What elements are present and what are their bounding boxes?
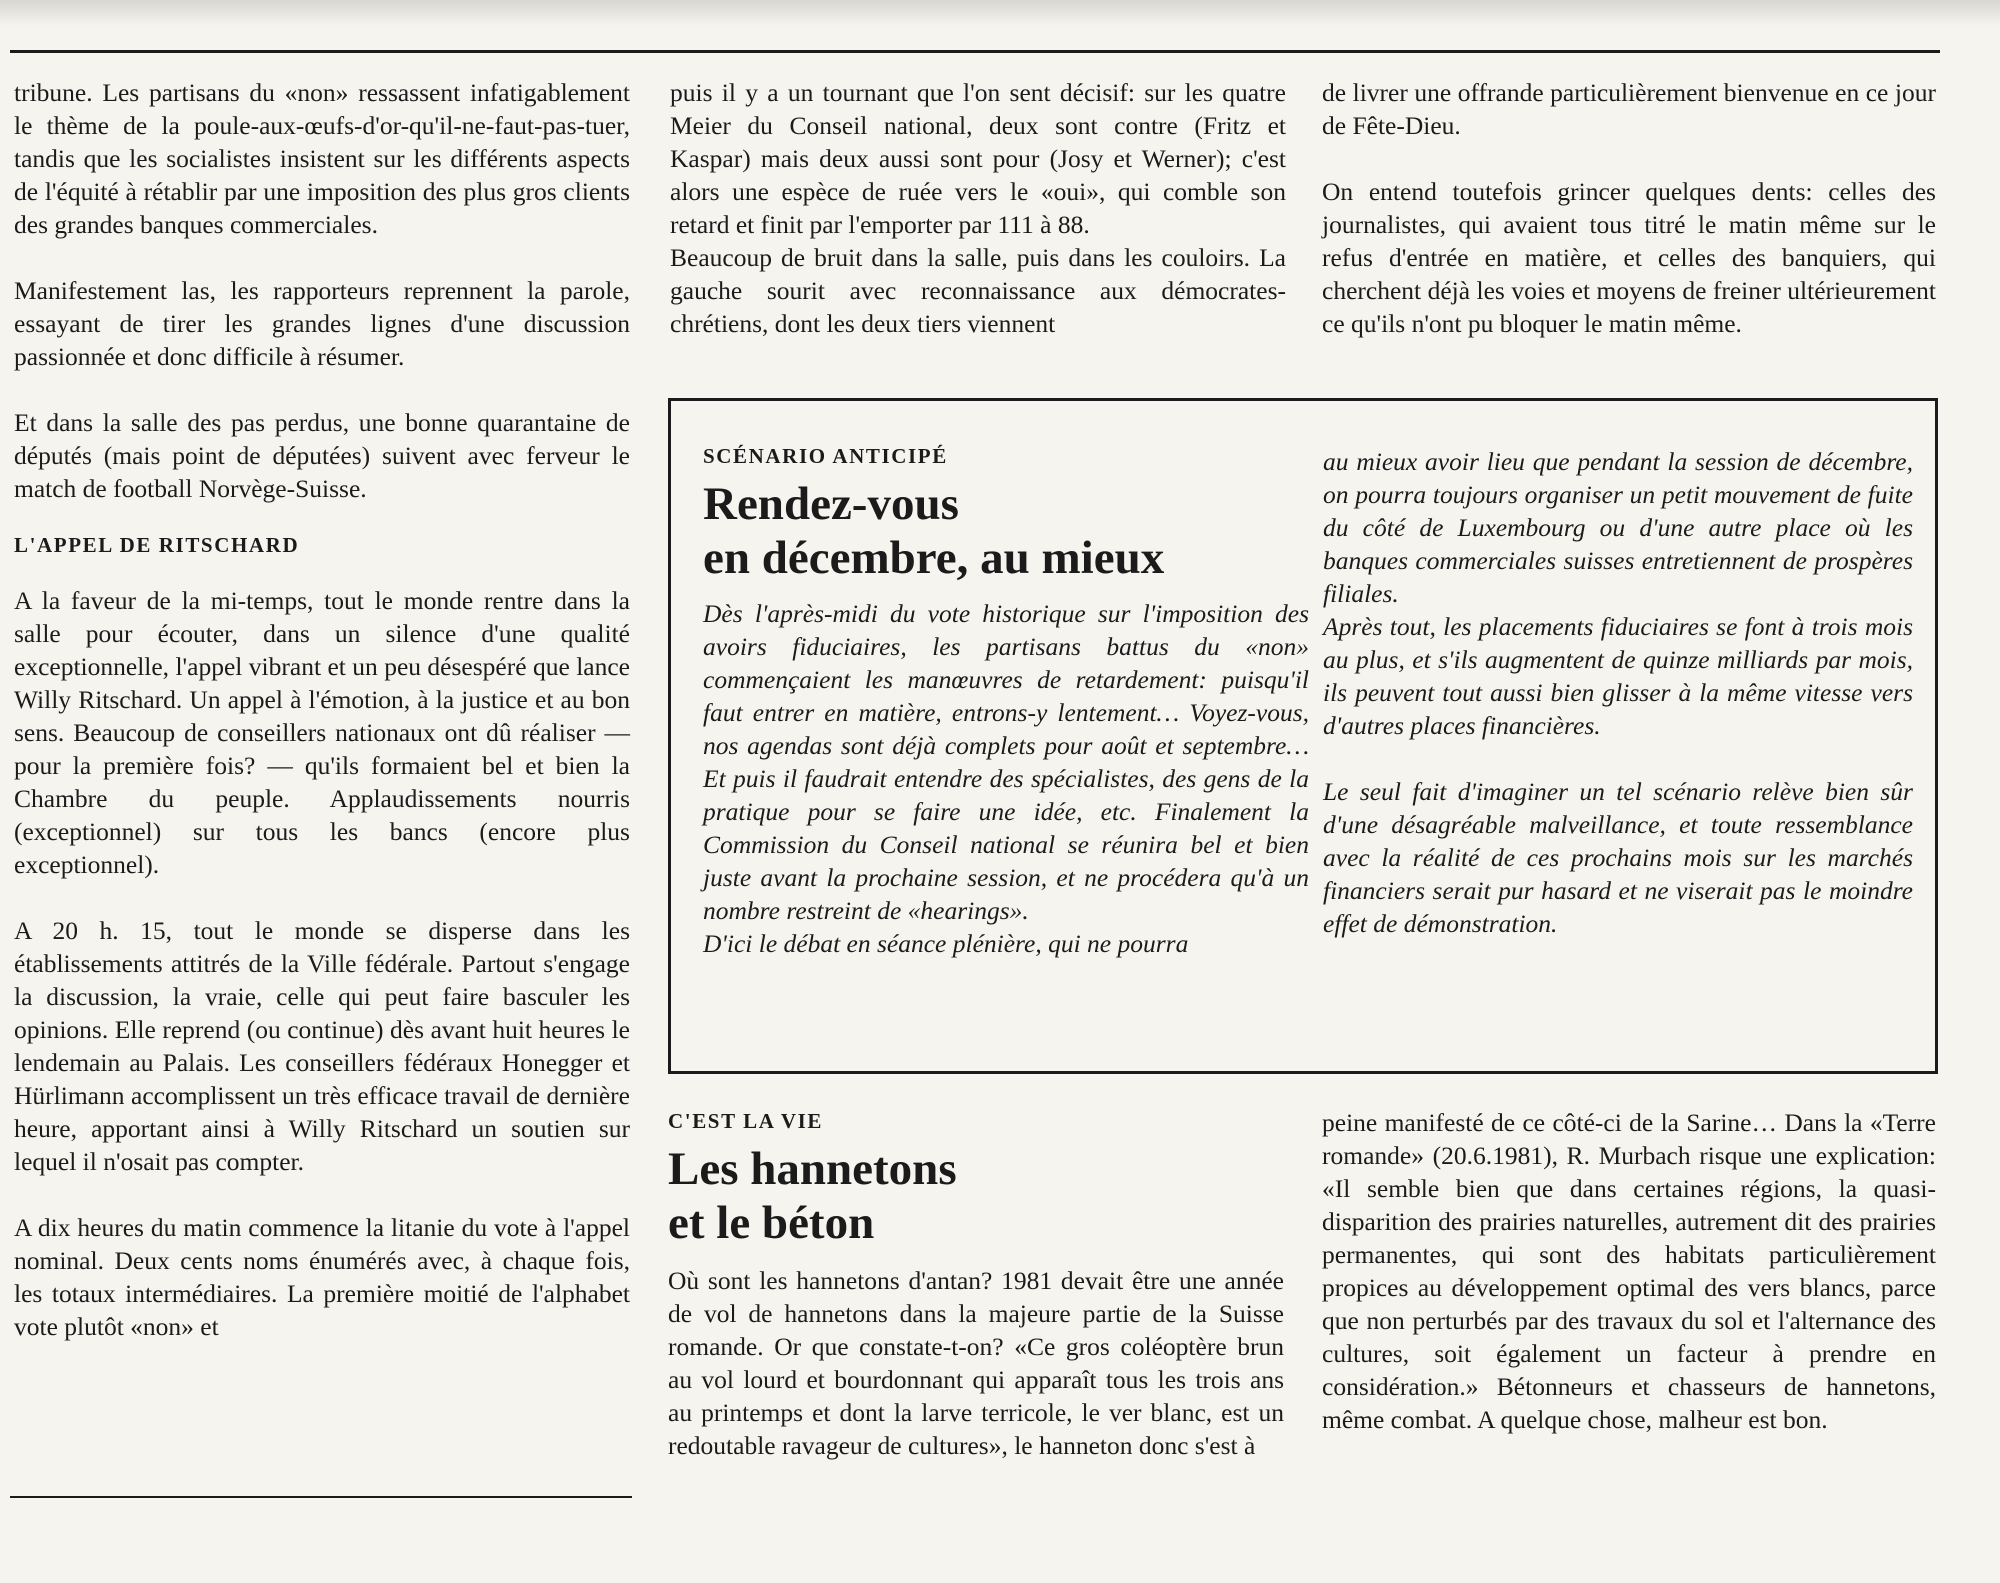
box-left-paragraph-2: D'ici le débat en séance plénière, qui ne pourra [703,929,1189,958]
box-headline-line2: en décembre, au mieux [703,532,1165,584]
box-right-paragraph-2: Après tout, les placements fiduciaires se font à trois mois au plus, et s'ils augmentent de quinze milliards par mois, ils peuvent tout aussi bien glisser à la même vitesse vers d'autres places financières. [1323,612,1913,740]
box-right-column [1323,445,1913,940]
col2-paragraph-1: puis il y a un tournant que l'on sent décisif: sur les quatre Meier du Conseil national, deux sont contre (Fritz et Kaspar) mais deux aussi sont pour (Josy et Werner); c'est alors une espèce de ruée vers le «oui», qui comble son retard et finit par l'emporter par 111 à 88. [670,78,1286,239]
col3-paragraph-2: On entend toutefois grincer quelques dents: celles des journalistes, qui avaient tous titré le matin même sur le refus d'entrée en matière, et celles des banquiers, qui cherchent déjà les voies et moyens de freiner ultérieurement ce qu'ils n'ont pu bloquer le matin même. [1322,177,1936,338]
article2-kicker: C'EST LA VIE [668,1109,823,1133]
column-2 [670,76,1286,340]
article-hannetons-right [1322,1106,1936,1436]
article2-headline-line1: Les hannetons [668,1143,957,1195]
article-hannetons-left [668,1106,1284,1462]
col1-bottom-rule [10,1496,632,1498]
box-left-paragraph-1: Dès l'après-midi du vote historique sur l'imposition des avoirs fiduciaires, les partisans battus du «non» commençaient les manœuvres de retardement: puisqu'il faut entrer en matière, entrons-y lentement… Voyez-vous, nos agendas sont déjà complets pour août et septembre… Et puis il faudrait entendre des spécialistes, des gens de la pratique pour se faire une idée, etc. Finalement la Commission du Conseil national se réunira bel et bien juste avant la prochaine session, et ne procédera qu'à un nombre restreint de «hearings». [703,599,1309,925]
article2-left-paragraph: Où sont les hannetons d'antan? 1981 devait être une année de vol de hannetons dans la majeure partie de la Suisse romande. Or que constate-t-on? «Ce gros coléoptère brun au vol lourd et bourdonnant qui apparaît tous les trois ans au printemps et dont la larve terricole, le ver blanc, est un redoutable ravageur de cultures», le hanneton donc s'est à [668,1266,1284,1460]
box-headline-line1: Rendez-vous [703,478,959,530]
scan-top-edge [0,0,2000,26]
box-top-rule-left [668,398,1066,401]
column-3 [1322,76,1936,340]
box-left-body [703,597,1309,960]
col1-paragraph-1: tribune. Les partisans du «non» ressassent infatigablement le thème de la poule-aux-œufs-d'or-qu'il-ne-faut-pas-tuer, tandis que les socialistes insistent sur les différents aspects de l'équité à rétablir par une imposition des plus gros clients des grandes banques commerciales. [14,78,630,239]
box-right-paragraph-1: au mieux avoir lieu que pendant la session de décembre, on pourra toujours organiser un petit mouvement de fuite du côté de Luxembourg ou d'une autre place où les banques commerciales suisses entretiennent de prospères filiales. [1323,447,1913,608]
column-1 [14,76,630,1343]
col3-paragraph-1: de livrer une offrande particulièrement bienvenue en ce jour de Fête-Dieu. [1322,78,1936,140]
box-top-rule-right [1530,398,1938,401]
article2-headline [668,1142,1284,1250]
article2-right-paragraph: peine manifesté de ce côté-ci de la Sarine… Dans la «Terre romande» (20.6.1981), R. Murbach risque une explication: «Il semble bien que dans certaines régions, la quasi-disparition des prairies naturelles, autrement dit des prairies permanentes, qui sont des habitats particulièrement propices au développement optimal des vers blancs, parce que non perturbés par des travaux du sol et l'alternance des cultures, soit également un facteur à prendre en considération.» Bétonneurs et chasseurs de hannetons, même combat. A quelque chose, malheur est bon. [1322,1108,1936,1434]
col2-paragraph-2: Beaucoup de bruit dans la salle, puis dans les couloirs. La gauche sourit avec reconnaissance aux démocrates-chrétiens, dont les deux tiers viennent [670,243,1286,338]
box-left-column [703,441,1309,960]
box-right-paragraph-3: Le seul fait d'imaginer un tel scénario relève bien sûr d'une désagréable malveillance, et toute ressemblance avec la réalité de ces prochains mois sur les marchés financiers serait pur hasard et ne viserait pas le moindre effet de démonstration. [1323,777,1913,938]
article2-headline-line2: et le béton [668,1197,875,1249]
boxed-feature-scenario [668,398,1938,1074]
col1-paragraph-3: Et dans la salle des pas perdus, une bonne quarantaine de députés (mais point de députées) suivent avec ferveur le match de football Norvège-Suisse. [14,408,630,503]
col1-paragraph-2: Manifestement las, les rapporteurs reprennent la parole, essayant de tirer les grandes lignes d'une discussion passionnée et donc difficile à résumer. [14,276,630,371]
box-kicker: SCÉNARIO ANTICIPÉ [703,444,948,468]
subheading-appel-ritschard: L'APPEL DE RITSCHARD [14,533,300,557]
col1-paragraph-6: A dix heures du matin commence la litanie du vote à l'appel nominal. Deux cents noms énumérés avec, à chaque fois, les totaux intermédiaires. La première moitié de l'alphabet vote plutôt «non» et [14,1213,630,1341]
col1-paragraph-4: A la faveur de la mi-temps, tout le monde rentre dans la salle pour écouter, dans un silence d'une qualité exceptionnelle, l'appel vibrant et un peu désespéré que lance Willy Ritschard. Un appel à l'émotion, à la justice et au bon sens. Beaucoup de conseillers nationaux ont dû réaliser — pour la première fois? — qu'ils formaient bel et bien la Chambre du peuple. Applaudissements nourris (exceptionnel) sur tous les bancs (encore plus exceptionnel). [14,586,630,879]
box-headline [703,477,1309,585]
top-rule [10,50,1940,53]
col1-paragraph-5: A 20 h. 15, tout le monde se disperse dans les établissements attitrés de la Ville fédérale. Partout s'engage la discussion, la vraie, celle qui peut faire basculer les opinions. Elle reprend (ou continue) dès avant huit heures le lendemain au Palais. Les conseillers fédéraux Honegger et Hürlimann accomplissent un très efficace travail de dernière heure, apportant ainsi à Willy Ritschard un soutien sur lequel il n'osait pas compter. [14,916,630,1176]
